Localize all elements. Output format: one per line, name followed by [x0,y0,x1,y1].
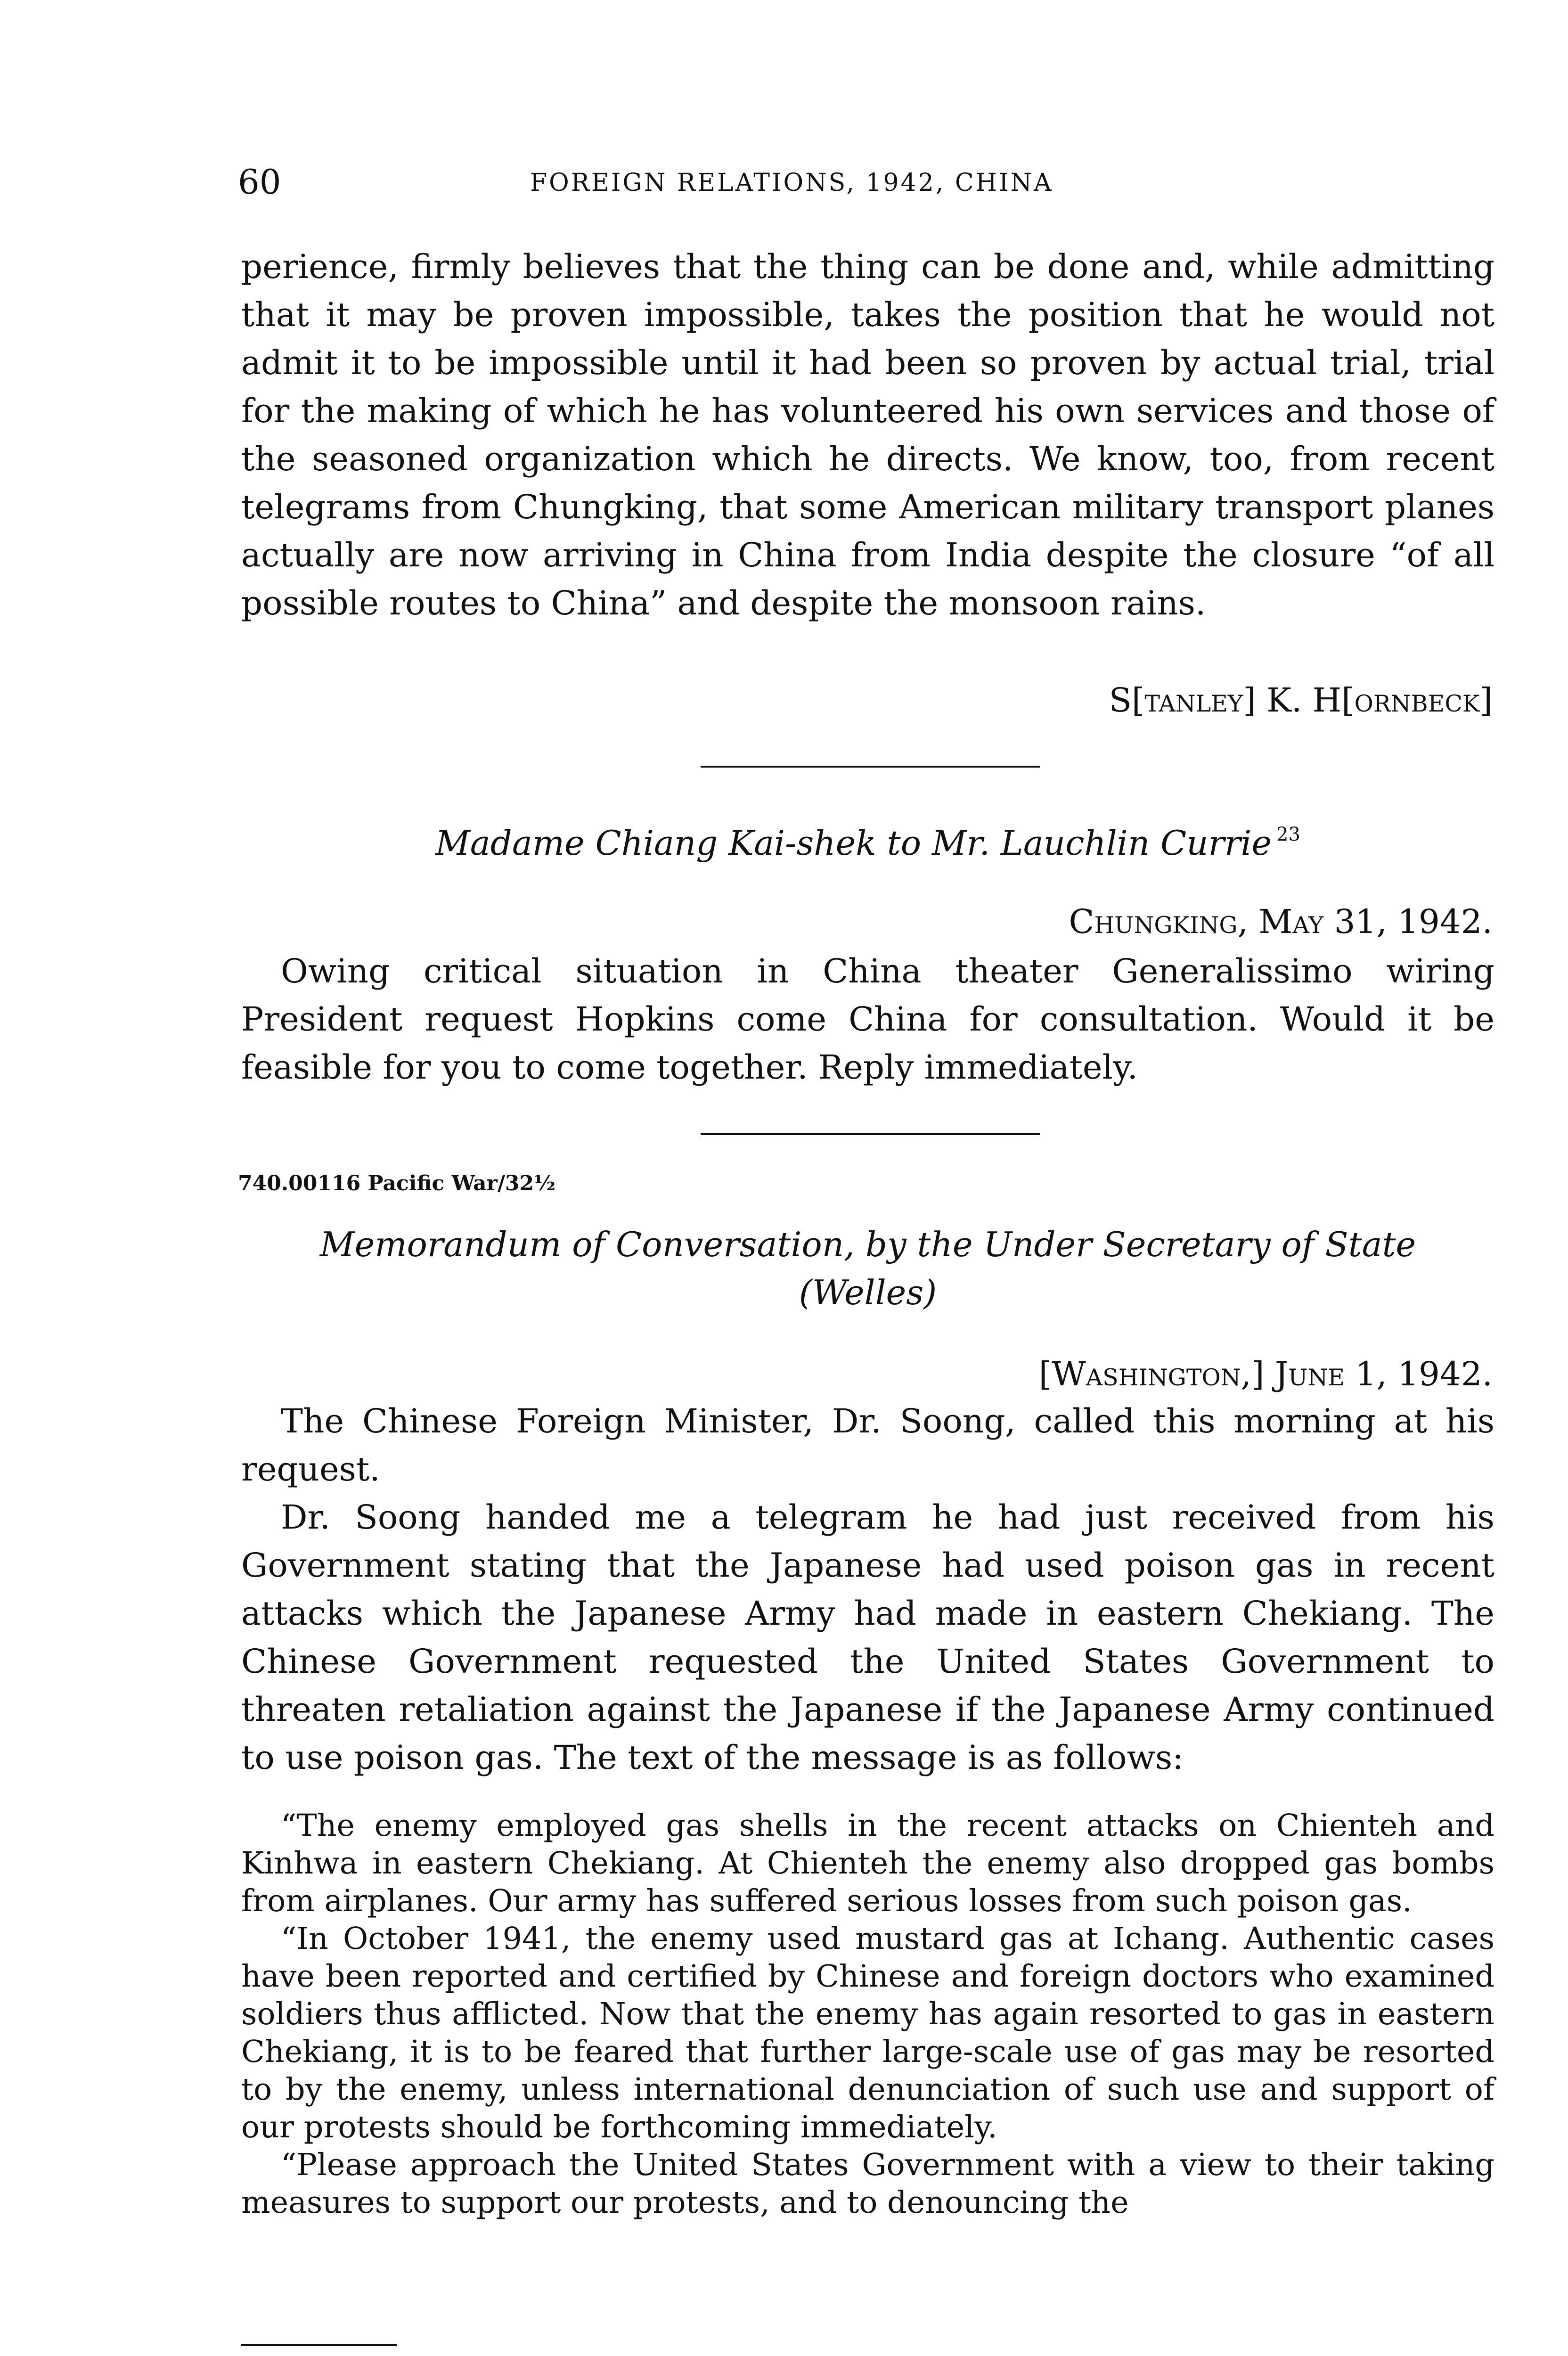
dateline-washington: [Washington,] June 1, 1942. [1038,1355,1493,1393]
page-number: 60 [238,162,281,202]
continuation-text: perience, firmly believes that the thing can be done and, while admitting that it may be proven impossible, takes the position that he would not admit it to be impossible until it had been so proven by actual trial, trial for the making of which he has volunteered his own services and those of the seasoned organization which he directs. We know, too, from recent telegrams from Chungking, that some American military transport planes actually are now arriving in China from India despite the closure “of all possible routes to China” and despite the monsoon rains. [241,247,1494,622]
heading-line-2: (Welles) [799,1273,937,1312]
memo-paragraph-1: The Chinese Foreign Minister, Dr. Soong, called this morning at his request. [241,1402,1494,1489]
section-divider [701,1133,1040,1135]
quote-paragraph-3: “Please approach the United States Government with a view to their taking measures to support our protests, and to denouncing the [241,2147,1494,2220]
footnote-rule [241,2344,397,2346]
telegram-text: Owing critical situation in China theater Generalissimo wiring President request Hopkins come China for consultation. Would it be feasible for you to come together. Reply immediately. [241,952,1494,1087]
running-title: FOREIGN RELATIONS, 1942, CHINA [530,169,1054,197]
quoted-telegram [241,1807,1494,2222]
dateline-chungking: Chungking, May 31, 1942. [1069,902,1493,941]
telegram-paragraph [241,947,1494,1091]
quote-paragraph-2: “In October 1941, the enemy used mustard gas at Ichang. Authentic cases have been reported and certified by Chinese and foreign doctors who examined soldiers thus afflicted. Now that the enemy has again resorted to gas in eastern Chekiang, it is to be feared that further large-scale use of gas may be resorted to by the enemy, unless international denunciation of such use and support of our protests should be forthcoming immediately. [241,1921,1494,2145]
memorandum-body [241,1397,1494,1782]
heading-line-1: Memorandum of Conversation, by the Under Secretary of State [319,1225,1416,1264]
file-reference: 740.00116 Pacific War/32½ [238,1171,556,1195]
document-heading-currie [241,810,1494,867]
continuation-paragraph [241,243,1494,627]
memo-paragraph-2: Dr. Soong handed me a telegram he had just received from his Government stating that the Japanese had used poison gas in recent attacks which the Japanese Army had made in eastern Chekiang. The Chinese Government requested the United States Government to threaten retaliation against the Japanese if the Japanese Army continued to use poison gas. The text of the message is as follows: [241,1498,1494,1777]
section-divider [701,766,1040,768]
document-heading-memorandum [241,1220,1494,1317]
heading-text: Madame Chiang Kai-shek to Mr. Lauchlin Currie [435,823,1272,863]
signature: S[tanley] K. H[ornbeck] [1109,681,1493,720]
footnote-reference: 23 [1276,824,1300,845]
quote-paragraph-1: “The enemy employed gas shells in the recent attacks on Chienteh and Kinhwa in eastern Chekiang. At Chienteh the enemy also dropped gas bombs from airplanes. Our army has suffered serious losses from such poison gas. [241,1808,1494,1919]
